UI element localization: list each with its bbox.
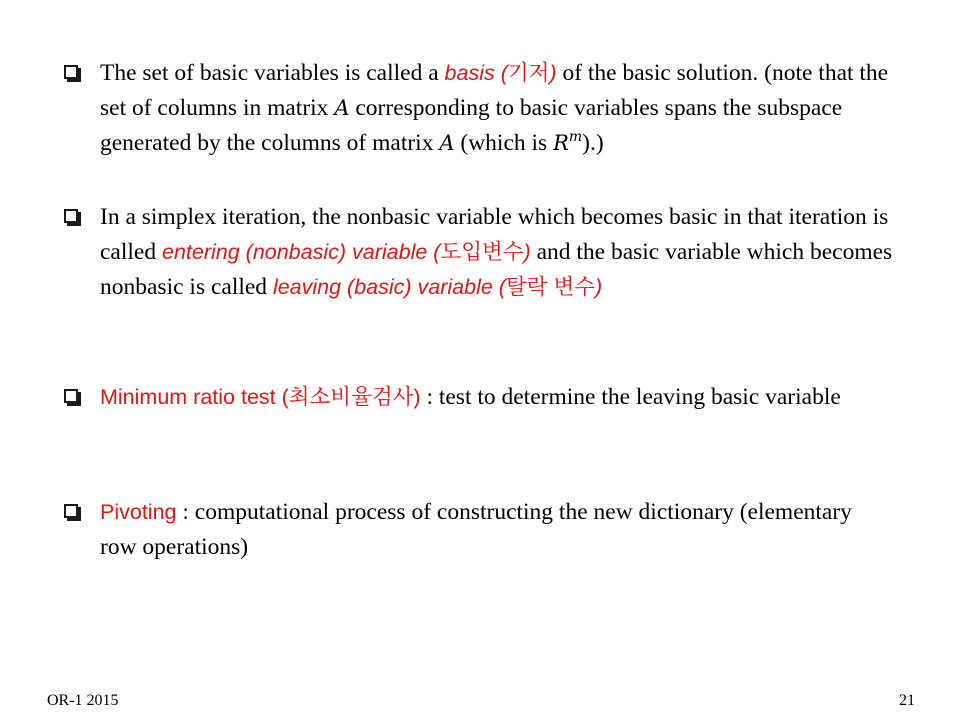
korean-term: 탈락 변수 — [505, 275, 596, 299]
term-leaving-variable: leaving (basic) variable ( — [272, 275, 506, 299]
korean-term: 도입변수 — [440, 240, 524, 264]
term-close: ) — [595, 275, 603, 299]
square-bullet-icon — [64, 209, 78, 223]
term-entering-variable: entering (nonbasic) variable ( — [161, 240, 441, 264]
text-span: corresponding to basic variables spans the subspace generated by the columns of matrix — [100, 95, 843, 156]
page-number: 21 — [899, 692, 915, 709]
bullet-text — [100, 380, 894, 415]
term-close: ) — [523, 240, 531, 264]
bullet-min-ratio-test — [64, 380, 894, 415]
square-bullet-icon — [64, 504, 78, 518]
math-symbol: A — [334, 96, 350, 120]
bullet-entering-leaving — [64, 200, 894, 305]
bullet-text — [100, 200, 894, 305]
text-span: (which is — [454, 130, 554, 156]
term-basis: basis ( — [444, 61, 508, 85]
korean-term: 기저 — [507, 61, 550, 85]
square-bullet-icon — [64, 65, 78, 79]
bullet-basis — [64, 56, 894, 164]
text-span: In a simplex iteration, the nonbasic variable which becomes basic in that iteration is called — [100, 204, 889, 265]
text-span: : computational process of constructing the new dictionary (elementary row operations) — [100, 499, 852, 560]
term-min-ratio-test: Minimum ratio test ( — [100, 385, 289, 409]
bullet-text — [100, 495, 894, 565]
term-close: ) — [549, 61, 557, 85]
text-span: ).) — [582, 130, 604, 156]
bullet-text — [100, 56, 894, 164]
footer-course-label: OR-1 2015 — [47, 692, 119, 709]
math-superscript: m — [568, 129, 583, 145]
text-span: and the basic variable which becomes nonbasic is called — [100, 239, 893, 300]
bullet-pivoting — [64, 495, 894, 565]
text-span: of the basic solution. (note that the set of columns in matrix — [100, 60, 889, 121]
math-symbol: R — [553, 131, 569, 155]
text-span: : test to determine the leaving basic variable — [420, 384, 841, 410]
term-close: ) — [413, 385, 421, 409]
math-symbol: A — [439, 131, 455, 155]
korean-term: 최소비율검사 — [288, 385, 414, 409]
square-bullet-icon — [64, 389, 78, 403]
text-span: The set of basic variables is called a — [100, 60, 445, 86]
term-pivoting: Pivoting — [100, 500, 177, 524]
